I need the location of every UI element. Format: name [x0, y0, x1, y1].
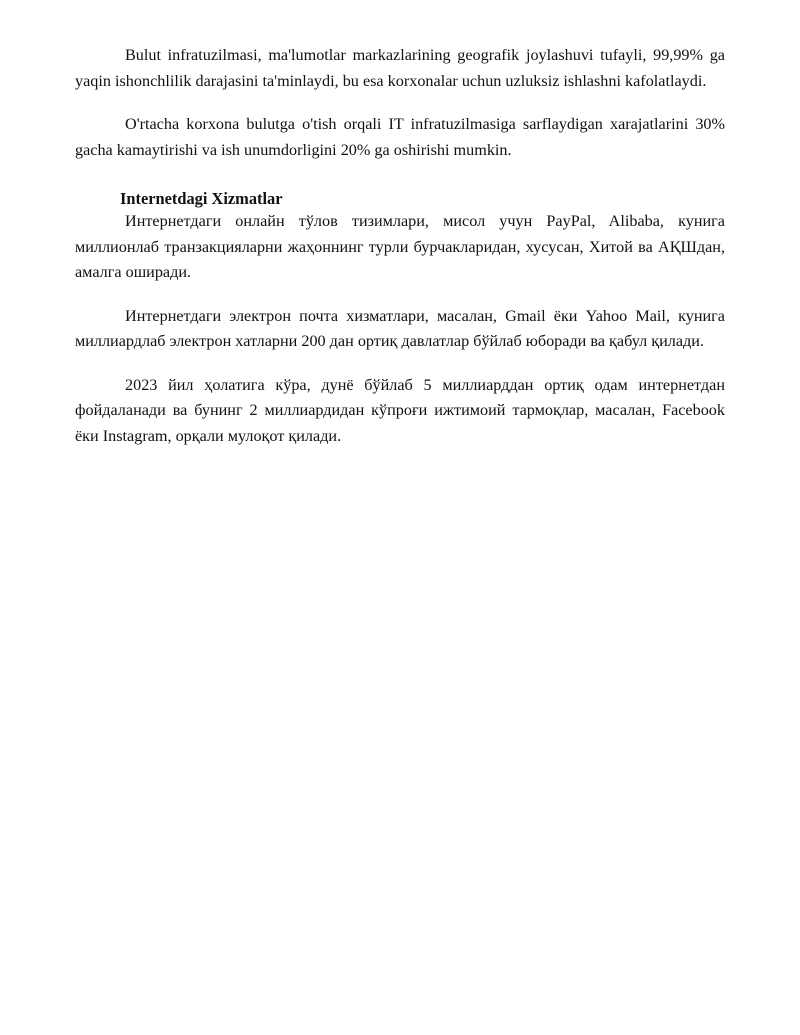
- paragraph-email: Интернетдаги электрон почта хизматлари, масалан, Gmail ёки Yahoo Mail, кунига миллиардлаб электрон хатларни 200 дан ортиқ давлатлар бўйлаб юборади ва қабул қилади.: [75, 306, 725, 350]
- document-page: [75, 43, 725, 449]
- paragraph-payments: Интернетдаги онлайн тўлов тизимлари, мисол учун PayPal, Alibaba, кунига миллионлаб транзакцияларни жаҳоннинг турли бурчакларидан, хусусан, Хитой ва АҚШдан, амалга оширади.: [75, 212, 725, 281]
- paragraph-cloud-cost: O'rtacha korxona bulutga o'tish orqali IT infratuzilmasiga sarflaydigan xarajatlarini 30% gacha kamaytirishi va ish unumdorligini 20% ga oshirishi mumkin.: [75, 115, 725, 159]
- section-heading: Internetdagi Xizmatlar: [120, 189, 283, 208]
- paragraph-internet-users: 2023 йил ҳолатига кўра, дунё бўйлаб 5 миллиарддан ортиқ одам интернетдан фойдаланади ва бунинг 2 миллиардидан кўпроғи ижтимоий тармоқлар, масалан, Facebook ёки Instagram, орқали мулоқот қилади.: [75, 375, 725, 445]
- paragraph-cloud-reliability: Bulut infratuzilmasi, ma'lumotlar markazlarining geografik joylashuvi tufayli, 99,99% ga yaqin ishonchlilik darajasini ta'minlaydi, bu esa korxonalar uchun uzluksiz ishlashni kafolatlaydi.: [75, 46, 725, 90]
